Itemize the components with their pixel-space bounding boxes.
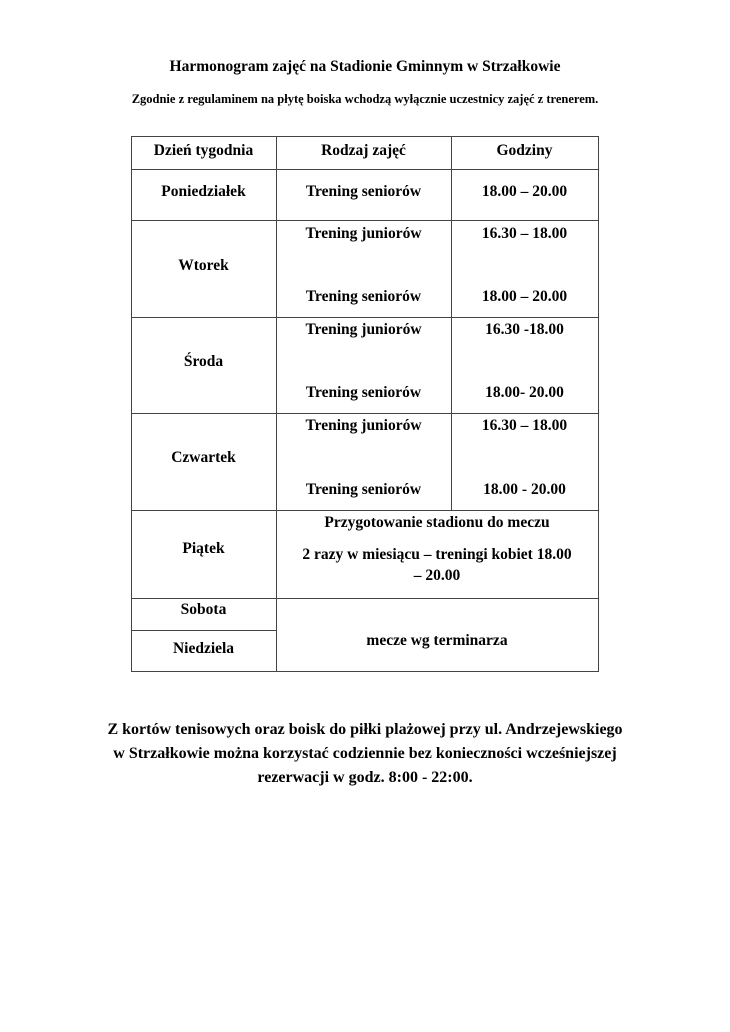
day-monday: Poniedziałek bbox=[161, 183, 246, 200]
session-hours: 16.30 -18.00 bbox=[485, 321, 564, 338]
session-type: Trening juniorów bbox=[305, 225, 422, 242]
day-sunday: Niedziela bbox=[172, 640, 235, 657]
page-subtitle: Zgodnie z regulaminem na płytę boiska wchodzą wyłącznie uczestnicy zajęć z trenerem. bbox=[131, 92, 599, 106]
day-wednesday: Środa bbox=[183, 353, 224, 370]
footer-note bbox=[60, 718, 670, 790]
day-saturday: Sobota bbox=[180, 601, 227, 618]
day-tuesday: Wtorek bbox=[178, 257, 229, 274]
header-day: Dzień tygodnia bbox=[153, 142, 254, 159]
session-type: Trening seniorów bbox=[305, 481, 422, 498]
session-hours: 16.30 – 18.00 bbox=[481, 417, 568, 434]
session-type: Trening juniorów bbox=[305, 321, 422, 338]
session-hours: 18.00- 20.00 bbox=[485, 384, 564, 401]
session-type: Trening seniorów bbox=[305, 288, 422, 305]
session-hours: 18.00 - 20.00 bbox=[483, 481, 566, 498]
header-hours: Godziny bbox=[496, 142, 553, 159]
session-type: Trening seniorów bbox=[305, 183, 422, 200]
day-friday: Piątek bbox=[182, 540, 225, 557]
friday-note: 2 razy w miesiącu – treningi kobiet 18.00 bbox=[302, 546, 572, 563]
session-hours: 18.00 – 20.00 bbox=[481, 288, 568, 305]
day-thursday: Czwartek bbox=[171, 449, 236, 466]
session-type: Trening juniorów bbox=[305, 417, 422, 434]
session-hours: 16.30 – 18.00 bbox=[481, 225, 568, 242]
footer-line: rezerwacji w godz. 8:00 - 22:00. bbox=[257, 769, 473, 786]
friday-note: – 20.00 bbox=[413, 567, 461, 584]
page-title: Harmonogram zajęć na Stadionie Gminnym w Strzałkowie bbox=[169, 58, 561, 75]
session-type: Trening seniorów bbox=[305, 384, 422, 401]
header-type: Rodzaj zajęć bbox=[321, 142, 406, 159]
weekend-note: mecze wg terminarza bbox=[366, 632, 508, 649]
footer-line: Z kortów tenisowych oraz boisk do piłki plażowej przy ul. Andrzejewskiego bbox=[107, 721, 623, 738]
footer-line: w Strzałkowie można korzystać codziennie bez konieczności wcześniejszej bbox=[113, 745, 617, 762]
session-hours: 18.00 – 20.00 bbox=[481, 183, 568, 200]
friday-note: Przygotowanie stadionu do meczu bbox=[324, 514, 550, 531]
